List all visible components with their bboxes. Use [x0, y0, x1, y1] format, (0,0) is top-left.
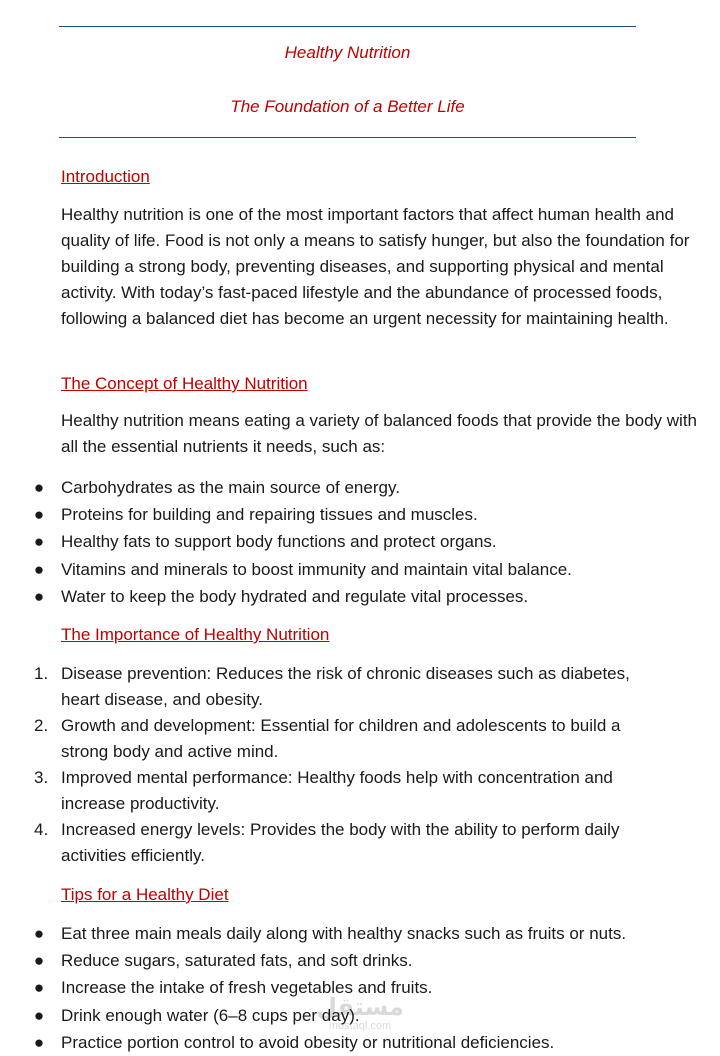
bottom-rule: [59, 137, 636, 138]
list-item: ● Water to keep the body hydrated and regulate vital processes.: [0, 583, 700, 610]
list-item: ● Increase the intake of fresh vegetables and fruits.: [0, 974, 700, 1001]
list-number: 1.: [34, 664, 49, 683]
list-item: 4. Increased energy levels: Provides the body with the ability to perform daily activities efficiently.: [0, 817, 671, 869]
bullet-icon: ●: [33, 1032, 45, 1052]
watermark-latin: mostaql.com: [328, 1020, 392, 1032]
bullet-icon: ●: [33, 1005, 45, 1025]
watermark-arabic: مستقل: [316, 993, 404, 1021]
bullet-icon: ●: [33, 586, 45, 606]
list-number: 2.: [34, 716, 49, 735]
bullet-icon: ●: [33, 978, 45, 998]
list-item: 2. Growth and development: Essential for children and adolescents to build a strong body and active mind.: [0, 713, 671, 765]
list-item: 3. Improved mental performance: Healthy foods help with concentration and increase productivity.: [0, 765, 671, 817]
list-number: 4.: [34, 820, 49, 839]
bullet-icon: ●: [33, 559, 45, 579]
bullet-icon: ●: [33, 951, 45, 971]
tips-heading: Tips for a Healthy Diet: [61, 885, 229, 904]
bullet-icon: ●: [33, 924, 45, 943]
list-item: ● Healthy fats to support body functions and protect organs.: [0, 528, 700, 555]
importance-list: [0, 661, 700, 869]
list-number: 3.: [34, 768, 49, 787]
bullet-icon: ●: [33, 532, 45, 552]
introduction-heading: Introduction: [61, 167, 150, 186]
list-item: ● Proteins for building and repairing tissues and muscles.: [0, 501, 700, 528]
document-subtitle: The Foundation of a Better Life: [230, 97, 465, 116]
top-rule: [59, 26, 636, 27]
document-title: Healthy Nutrition: [284, 43, 411, 62]
introduction-paragraph: Healthy nutrition is one of the most important factors that affect human health and quality of life. Food is not only a means to satisfy hunger, but also the foundation for building a strong body, preventing diseases, and supporting physical and mental activity. With today’s fast-paced lifestyle and the abundance of processed foods, following a balanced diet has become an urgent necessity for maintaining health.: [61, 205, 690, 328]
concept-heading: The Concept of Healthy Nutrition: [61, 374, 308, 393]
watermark-logo: [313, 994, 407, 1036]
bullet-icon: ●: [33, 478, 45, 497]
list-item: ● Vitamins and minerals to boost immunity and maintain vital balance.: [0, 556, 700, 583]
concept-paragraph: Healthy nutrition means eating a variety of balanced foods that provide the body with all the essential nutrients it needs, such as:: [61, 411, 697, 456]
list-item: ● Drink enough water (6–8 cups per day).: [0, 1002, 700, 1029]
importance-heading: The Importance of Healthy Nutrition: [61, 625, 330, 644]
bullet-icon: ●: [33, 505, 45, 525]
list-item: ● Practice portion control to avoid obesity or nutritional deficiencies.: [0, 1029, 700, 1056]
list-item: ● Reduce sugars, saturated fats, and soft drinks.: [0, 947, 700, 974]
nutrients-list: [0, 474, 700, 610]
list-item: ● Eat three main meals daily along with healthy snacks such as fruits or nuts.: [0, 920, 700, 947]
list-item: 1. Disease prevention: Reduces the risk of chronic diseases such as diabetes, heart disease, and obesity.: [0, 661, 671, 713]
list-item: ● Carbohydrates as the main source of energy.: [0, 474, 700, 501]
